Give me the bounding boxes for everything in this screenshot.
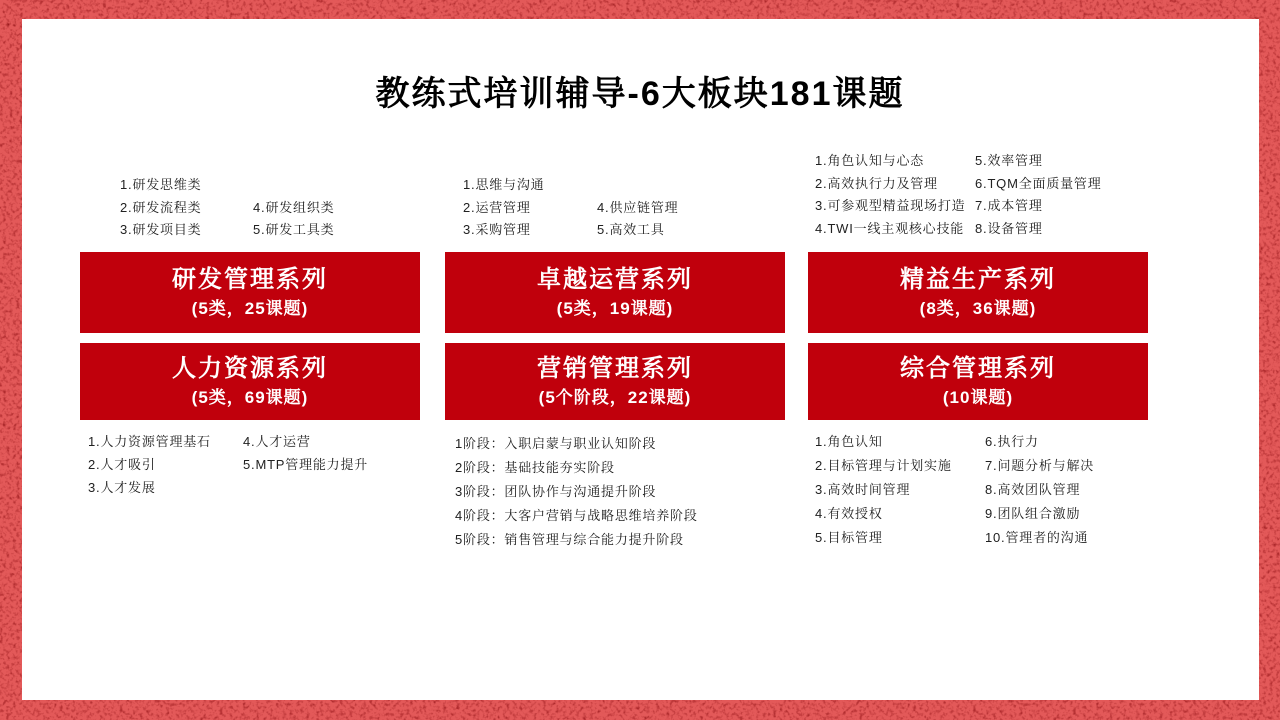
topic-item: 1.角色认知与心态	[815, 153, 925, 168]
topic-item: 9.团队组合激励	[985, 506, 1081, 521]
topic-column	[243, 430, 368, 476]
topic-column	[597, 197, 678, 242]
topic-item: 4.供应链管理	[597, 199, 679, 215]
topic-item: 3.可参观型精益现场打造	[815, 198, 966, 213]
topic-item: 3阶段：团队协作与沟通提升阶段	[455, 484, 657, 499]
series-subtitle: (5类，19课题)	[556, 299, 674, 318]
topic-item: 2.高效执行力及管理	[815, 175, 938, 191]
topic-item: 10.管理者的沟通	[985, 530, 1089, 545]
series-block-operations	[445, 252, 785, 333]
topic-item: 3.高效时间管理	[815, 482, 911, 497]
series-title: 人力资源系列	[172, 355, 328, 382]
series-subtitle: (5类，69课题)	[191, 388, 309, 407]
topic-item: 4.研发组织类	[253, 199, 335, 215]
topic-item: 5.目标管理	[815, 530, 883, 545]
topic-item: 8.设备管理	[975, 220, 1043, 236]
topic-column	[120, 174, 201, 242]
series-title: 营销管理系列	[537, 355, 693, 382]
topic-column	[455, 432, 698, 552]
series-subtitle: (8类，36课题)	[919, 299, 1037, 318]
topic-column	[463, 174, 544, 242]
slide-title: 教练式培训辅导-6大板块181课题	[375, 75, 905, 113]
series-title: 卓越运营系列	[537, 266, 693, 293]
topic-item: 2.研发流程类	[120, 199, 202, 215]
topic-item: 1.研发思维类	[120, 177, 202, 192]
topic-item: 5.研发工具类	[253, 222, 335, 237]
topic-item: 4.人才运营	[243, 434, 311, 449]
topic-item: 3.人才发展	[88, 480, 156, 495]
topic-item: 2.运营管理	[463, 199, 531, 215]
topic-item: 4阶段：大客户营销与战略思维培养阶段	[455, 508, 698, 523]
topic-column	[975, 150, 1102, 240]
topic-item: 5.高效工具	[597, 222, 665, 237]
topic-column	[253, 197, 334, 242]
topic-item: 7.成本管理	[975, 198, 1043, 213]
series-title: 研发管理系列	[172, 266, 328, 293]
topic-item: 1阶段：入职启蒙与职业认知阶段	[455, 436, 657, 451]
topic-item: 4.TWI一线主观核心技能	[815, 220, 965, 236]
series-title: 综合管理系列	[900, 355, 1056, 382]
series-title: 精益生产系列	[900, 266, 1056, 293]
series-subtitle: (5类，25课题)	[191, 299, 309, 318]
series-block-human-resources	[80, 343, 420, 420]
series-block-lean-production	[808, 252, 1148, 333]
topic-item: 5.MTP管理能力提升	[243, 457, 369, 472]
topic-item: 2.人才吸引	[88, 457, 156, 472]
topic-item: 4.有效授权	[815, 506, 883, 521]
topic-item: 2.目标管理与计划实施	[815, 458, 952, 473]
topic-item: 6.TQM全面质量管理	[975, 175, 1102, 191]
series-block-general-management	[808, 343, 1148, 420]
series-block-rnd-management	[80, 252, 420, 333]
topic-item: 1.角色认知	[815, 434, 883, 449]
series-block-marketing	[445, 343, 785, 420]
topic-item: 5.效率管理	[975, 153, 1043, 168]
topic-item: 6.执行力	[985, 434, 1039, 449]
topic-item: 1.思维与沟通	[463, 177, 545, 192]
topic-column	[815, 430, 952, 550]
topic-column	[815, 150, 965, 240]
topic-column	[985, 430, 1094, 550]
topic-item: 8.高效团队管理	[985, 482, 1081, 497]
series-subtitle: (5个阶段，22课题)	[538, 388, 692, 407]
topic-item: 1.人力资源管理基石	[88, 434, 211, 449]
topic-item: 3.采购管理	[463, 222, 531, 237]
topic-column	[88, 430, 211, 499]
topic-item: 3.研发项目类	[120, 222, 202, 237]
topic-item: 7.问题分析与解决	[985, 458, 1095, 473]
series-subtitle: (10课题)	[942, 388, 1014, 407]
topic-item: 5阶段：销售管理与综合能力提升阶段	[455, 532, 684, 547]
topic-item: 2阶段：基础技能夯实阶段	[455, 460, 615, 475]
